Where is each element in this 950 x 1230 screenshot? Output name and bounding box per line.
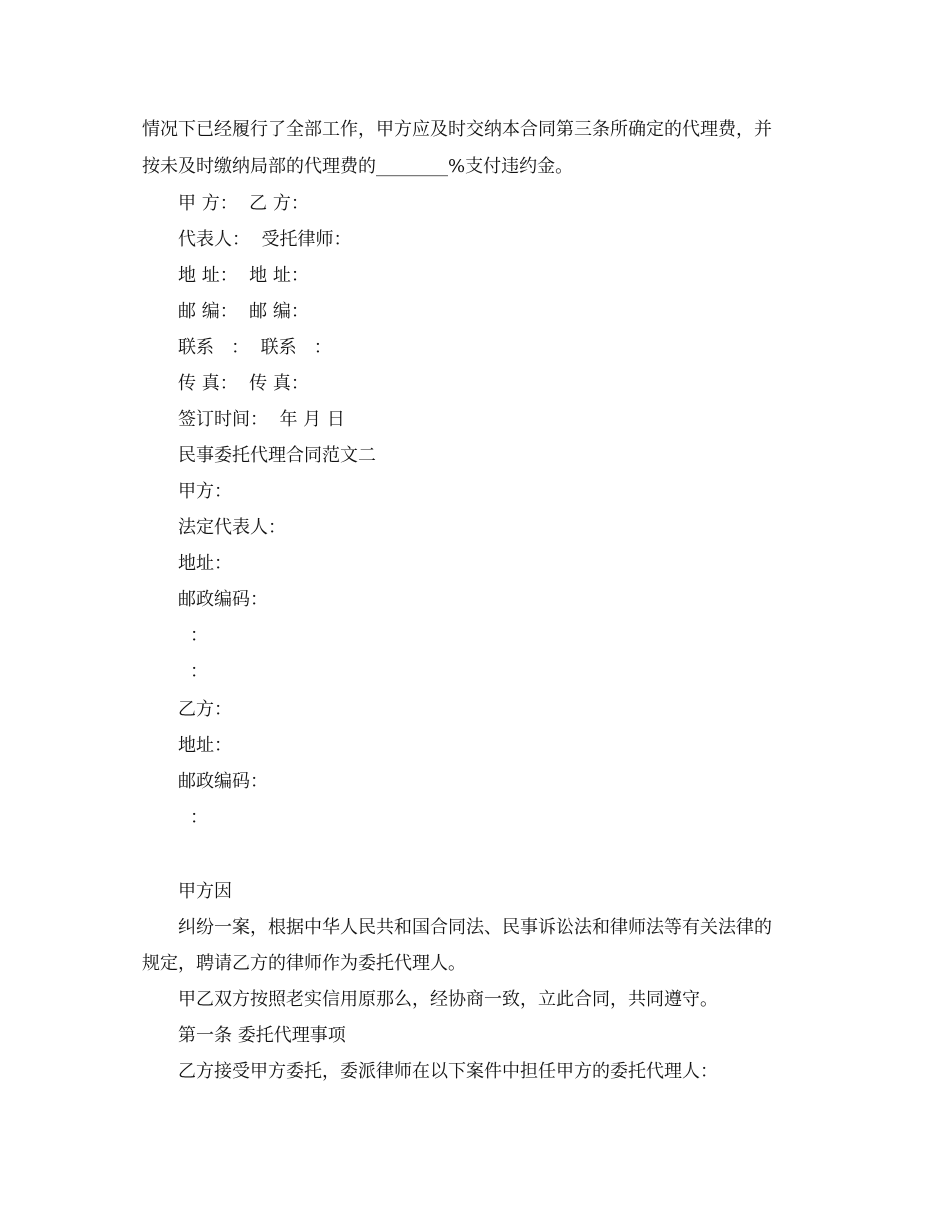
party-b-blank: ：: [190, 807, 208, 828]
party-a-label: 甲方：: [178, 481, 232, 502]
party-b-address: 地址：: [178, 735, 232, 756]
body-intro: 甲方因: [178, 881, 232, 902]
signature-line: 代表人： 受托律师：: [178, 229, 352, 250]
paragraph-line: 按未及时缴纳局部的代理费的________%支付违约金。: [142, 156, 574, 177]
body-line: 甲乙双方按照老实信用原那么，经协商一致，立此合同，共同遵守。: [178, 989, 718, 1010]
paragraph-line: 情况下已经履行了全部工作，甲方应及时交纳本合同第三条所确定的代理费，并: [142, 119, 772, 140]
party-b-postcode: 邮政编码：: [178, 771, 268, 792]
article-text: 乙方接受甲方委托，委派律师在以下案件中担任甲方的委托代理人：: [178, 1061, 718, 1082]
signature-line: 甲 方： 乙 方：: [178, 193, 309, 214]
section-title: 民事委托代理合同范文二: [178, 445, 376, 466]
body-line: 规定，聘请乙方的律师作为委托代理人。: [142, 953, 466, 974]
signature-line: 传 真： 传 真：: [178, 373, 309, 394]
party-a-blank: ：: [190, 661, 208, 682]
party-a-address: 地址：: [178, 553, 232, 574]
signature-line: 联系 ： 联系 ：: [178, 337, 332, 358]
signature-line: 地 址： 地 址：: [178, 265, 309, 286]
body-line: 纠纷一案，根据中华人民共和国合同法、民事诉讼法和律师法等有关法律的: [178, 917, 772, 938]
article-title: 第一条 委托代理事项: [178, 1025, 346, 1046]
signature-line: 签订时间： 年 月 日: [178, 409, 345, 430]
party-a-postcode: 邮政编码：: [178, 589, 268, 610]
party-a-rep: 法定代表人：: [178, 517, 286, 538]
signature-line: 邮 编： 邮 编：: [178, 301, 309, 322]
party-a-blank: ：: [190, 625, 208, 646]
party-b-label: 乙方：: [178, 699, 232, 720]
